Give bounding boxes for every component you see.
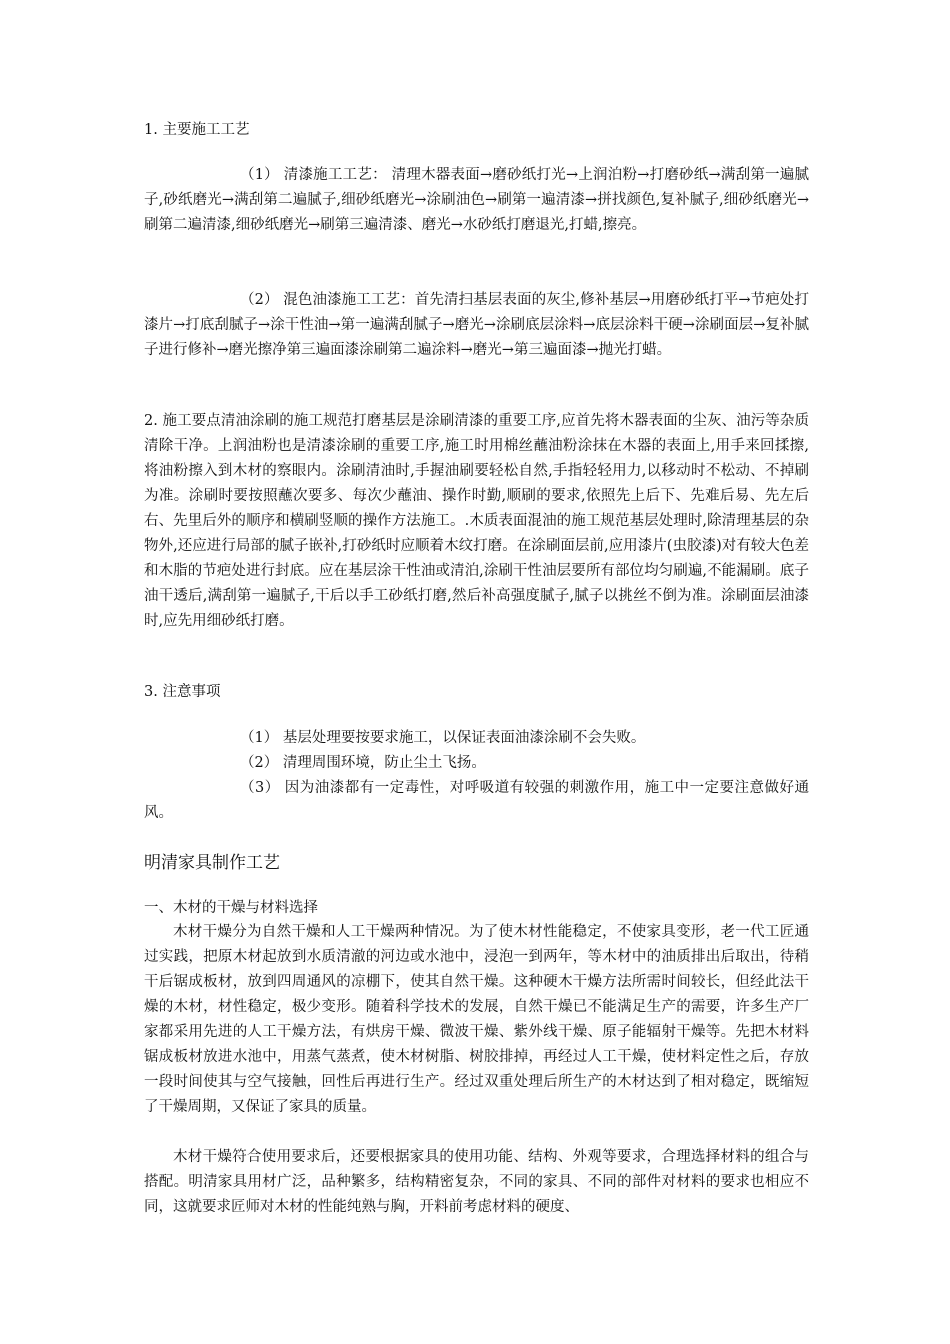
section-3-item-3: （3） 因为油漆都有一定毒性，对呼吸道有较强的刺激作用，施工中一定要注意做好通风。: [144, 780, 809, 821]
article-title: 明清家具制作工艺: [144, 853, 280, 873]
section-3-heading: 3. 注意事项: [144, 684, 221, 700]
article-subheading: 一、木材的干燥与材料选择: [144, 900, 318, 916]
section-2-paragraph: 2. 施工要点清油涂刷的施工规范打磨基层是涂刷清漆的重要工序,应首先将木器表面的尘灰、油污等杂质清除干净。上润油粉也是清漆涂刷的重要工序,施工时用棉丝蘸油粉涂抹在木器的表面上,用手来回揉擦,将油粉擦入到木材的察眼内。涂刷清油时,手握油刷要轻松自然,手指轻轻用力,以移动时不松动、不掉刷为准。涂刷时要按照蘸次要多、每次少蘸油、操作时勤,顺刷的要求,依照先上后下、先难后易、先左后右、先里后外的顺序和横刷竖顺的操作方法施工。.木质表面混油的施工规范基层处理时,除清理基层的杂物外,还应进行局部的腻子嵌补,打砂纸时应顺着木纹打磨。在涂刷面层前,应用漆片(虫胶漆)对有较大色差和木脂的节疤处进行封底。应在基层涂干性油或清泊,涂刷干性油层要所有部位均匀刷遍,不能漏刷。底子油干透后,满刮第一遍腻子,干后以手工砂纸打磨,然后补高强度腻子,腻子以挑丝不倒为准。涂刷面层油漆时,应先用细砂纸打磨。: [144, 413, 809, 629]
section-1-item-1: （1） 清漆施工工艺： 清理木器表面→磨砂纸打光→上润泊粉→打磨砂纸→满刮第一遍腻子,砂纸磨光→满刮第二遍腻子,细砂纸磨光→涂刷油色→刷第一遍清漆→拼找颜色,复补腻子,细砂纸磨光→刷第二遍清漆,细砂纸磨光→刷第三遍清漆、磨光→水砂纸打磨退光,打蜡,擦亮。: [144, 167, 809, 233]
section-3-item-2: （2） 清理周围环境，防止尘土飞扬。: [240, 755, 486, 771]
article-paragraph-2: 木材干燥符合使用要求后，还要根据家具的使用功能、结构、外观等要求，合理选择材料的组合与搭配。明清家具用材广泛，品种繁多，结构精密复杂，不同的家具、不同的部件对材料的要求也相应不同，这就要求匠师对木材的性能纯熟与胸，开料前考虑材料的硬度、: [144, 1149, 809, 1215]
section-1-item-2: （2） 混色油漆施工工艺：首先清扫基层表面的灰尘,修补基层→用磨砂纸打平→节疤处打漆片→打底刮腻子→涂干性油→第一遍满刮腻子→磨光→涂刷底层涂料→底层涂料干硬→涂刷面层→复补腻子进行修补→磨光擦净第三遍面漆涂刷第二遍涂料→磨光→第三遍面漆→抛光打蜡。: [144, 292, 809, 358]
section-3-item-1: （1） 基层处理要按要求施工，以保证表面油漆涂刷不会失败。: [240, 730, 646, 746]
article-paragraph-1: 木材干燥分为自然干燥和人工干燥两种情况。为了使木材性能稳定，不使家具变形，老一代工匠通过实践，把原木材起放到水质清澈的河边或水池中，浸泡一到两年，等木材中的油质排出后取出，待稍干后锯成板材，放到四周通风的凉棚下，使其自然干燥。这种硬木干燥方法所需时间较长，但经此法干燥的木材，材性稳定，极少变形。随着科学技术的发展，自然干燥已不能满足生产的需要，许多生产厂家都采用先进的人工干燥方法，有烘房干燥、微波干燥、紫外线干燥、原子能辐射干燥等。先把木材料锯成板材放进水池中，用蒸气蒸煮，使木材树脂、树胶排掉，再经过人工干燥，使材料定性之后，存放一段时间使其与空气接触，回性后再进行生产。经过双重处理后所生产的木材达到了相对稳定，既缩短了干燥周期，又保证了家具的质量。: [144, 924, 809, 1115]
section-1-heading: 1. 主要施工工艺: [144, 122, 250, 138]
